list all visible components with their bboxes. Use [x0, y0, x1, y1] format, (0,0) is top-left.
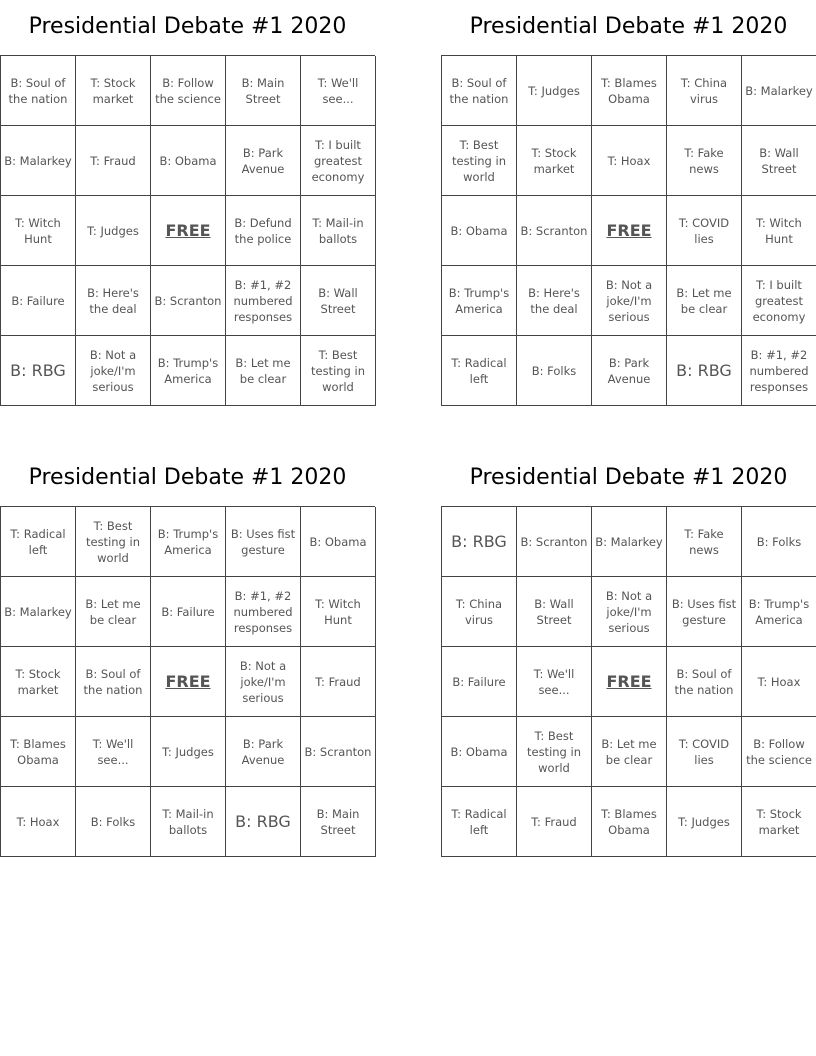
bingo-cell: B: Soul of the nation [442, 56, 517, 126]
bingo-cell: B: Let me be clear [226, 336, 301, 406]
bingo-cell: B: Wall Street [517, 577, 592, 647]
bingo-cell: B: Here's the deal [517, 266, 592, 336]
bingo-cell: B: Park Avenue [592, 336, 667, 406]
bingo-cell: T: China virus [442, 577, 517, 647]
bingo-cell: T: Blames Obama [1, 717, 76, 787]
bingo-cell: B: Malarkey [1, 126, 76, 196]
bingo-cell: B: Main Street [226, 56, 301, 126]
bingo-grid [0, 55, 375, 406]
bingo-cell: T: China virus [667, 56, 742, 126]
bingo-cell: B: Folks [76, 787, 151, 857]
bingo-cell: B: #1, #2 numbered responses [742, 336, 816, 406]
bingo-cell: B: Obama [442, 717, 517, 787]
bingo-cell: B: Defund the police [226, 196, 301, 266]
bingo-cell: B: Scranton [151, 266, 226, 336]
bingo-cell: T: Radical left [442, 787, 517, 857]
bingo-grid [441, 506, 816, 857]
bingo-cell: T: Fraud [76, 126, 151, 196]
bingo-cell: T: Witch Hunt [742, 196, 816, 266]
bingo-cell: B: Malarkey [742, 56, 816, 126]
bingo-cell: B: Trump's America [442, 266, 517, 336]
card-title: Presidential Debate #1 2020 [28, 465, 347, 490]
bingo-cell: B: Scranton [517, 196, 592, 266]
bingo-cell: B: #1, #2 numbered responses [226, 266, 301, 336]
bingo-cell: T: I built greatest economy [742, 266, 816, 336]
bingo-cell: T: Best testing in world [442, 126, 517, 196]
bingo-cell: B: Failure [442, 647, 517, 717]
bingo-cell: T: Witch Hunt [301, 577, 376, 647]
bingo-cell: T: Stock market [1, 647, 76, 717]
bingo-cell: T: Stock market [742, 787, 816, 857]
free-space: FREE [592, 196, 667, 266]
bingo-cell: B: Not a joke/I'm serious [76, 336, 151, 406]
bingo-cell: B: Folks [517, 336, 592, 406]
bingo-cell: T: Radical left [442, 336, 517, 406]
free-space: FREE [592, 647, 667, 717]
bingo-cell: B: RBG [442, 507, 517, 577]
bingo-cell: B: Failure [151, 577, 226, 647]
bingo-cell: T: Fraud [517, 787, 592, 857]
bingo-cell: T: Fake news [667, 126, 742, 196]
bingo-cell: B: RBG [226, 787, 301, 857]
bingo-cell: B: Follow the science [742, 717, 816, 787]
bingo-cell: T: Judges [151, 717, 226, 787]
bingo-cell: B: RBG [1, 336, 76, 406]
bingo-cell: B: Soul of the nation [667, 647, 742, 717]
bingo-cell: B: Soul of the nation [76, 647, 151, 717]
bingo-cell: B: Trump's America [151, 336, 226, 406]
bingo-cell: B: Obama [442, 196, 517, 266]
bingo-cell: B: Main Street [301, 787, 376, 857]
bingo-card-1 [0, 0, 375, 406]
bingo-cell: B: RBG [667, 336, 742, 406]
bingo-grid [0, 506, 375, 857]
bingo-cell: T: Best testing in world [301, 336, 376, 406]
bingo-cell: T: We'll see... [301, 56, 376, 126]
bingo-cell: B: Let me be clear [667, 266, 742, 336]
bingo-cell: B: Uses fist gesture [226, 507, 301, 577]
bingo-cell: B: Obama [301, 507, 376, 577]
bingo-cell: B: Soul of the nation [1, 56, 76, 126]
bingo-cell: B: Uses fist gesture [667, 577, 742, 647]
bingo-cell: B: Not a joke/I'm serious [226, 647, 301, 717]
bingo-cell: T: Best testing in world [76, 507, 151, 577]
bingo-cell: B: Trump's America [151, 507, 226, 577]
bingo-cell: T: Judges [76, 196, 151, 266]
bingo-card-4 [441, 451, 816, 857]
bingo-card-3 [0, 451, 375, 857]
bingo-cell: B: Scranton [517, 507, 592, 577]
bingo-cell: T: Hoax [742, 647, 816, 717]
bingo-cell: T: Radical left [1, 507, 76, 577]
bingo-cell: T: Judges [517, 56, 592, 126]
bingo-cell: T: Mail-in ballots [151, 787, 226, 857]
bingo-cell: B: Scranton [301, 717, 376, 787]
bingo-cell: B: Wall Street [301, 266, 376, 336]
bingo-cell: T: COVID lies [667, 196, 742, 266]
bingo-cell: T: We'll see... [76, 717, 151, 787]
bingo-cell: B: #1, #2 numbered responses [226, 577, 301, 647]
bingo-cell: T: We'll see... [517, 647, 592, 717]
bingo-cell: T: I built greatest economy [301, 126, 376, 196]
free-space: FREE [151, 196, 226, 266]
bingo-cell: B: Follow the science [151, 56, 226, 126]
bingo-cell: B: Failure [1, 266, 76, 336]
bingo-grid [441, 55, 816, 406]
bingo-cell: B: Park Avenue [226, 717, 301, 787]
bingo-cell: T: Blames Obama [592, 787, 667, 857]
bingo-cell: B: Malarkey [1, 577, 76, 647]
bingo-cell: T: Mail-in ballots [301, 196, 376, 266]
bingo-cell: B: Park Avenue [226, 126, 301, 196]
bingo-cell: B: Let me be clear [76, 577, 151, 647]
card-title: Presidential Debate #1 2020 [469, 465, 788, 490]
bingo-cell: T: Stock market [76, 56, 151, 126]
bingo-cell: T: Fake news [667, 507, 742, 577]
bingo-cell: T: Best testing in world [517, 717, 592, 787]
bingo-cell: T: Fraud [301, 647, 376, 717]
bingo-cell: B: Not a joke/I'm serious [592, 266, 667, 336]
bingo-cell: B: Obama [151, 126, 226, 196]
bingo-cell: B: Here's the deal [76, 266, 151, 336]
bingo-cell: B: Wall Street [742, 126, 816, 196]
bingo-cell: B: Folks [742, 507, 816, 577]
bingo-cell: T: Stock market [517, 126, 592, 196]
bingo-cell: T: Hoax [592, 126, 667, 196]
card-title: Presidential Debate #1 2020 [28, 14, 347, 39]
bingo-cell: B: Not a joke/I'm serious [592, 577, 667, 647]
bingo-cell: B: Malarkey [592, 507, 667, 577]
free-space: FREE [151, 647, 226, 717]
bingo-card-2 [441, 0, 816, 406]
bingo-cell: T: Judges [667, 787, 742, 857]
bingo-cell: T: Hoax [1, 787, 76, 857]
bingo-cell: T: Blames Obama [592, 56, 667, 126]
card-title: Presidential Debate #1 2020 [469, 14, 788, 39]
bingo-cell: B: Trump's America [742, 577, 816, 647]
bingo-cell: T: Witch Hunt [1, 196, 76, 266]
bingo-cell: T: COVID lies [667, 717, 742, 787]
bingo-cell: B: Let me be clear [592, 717, 667, 787]
